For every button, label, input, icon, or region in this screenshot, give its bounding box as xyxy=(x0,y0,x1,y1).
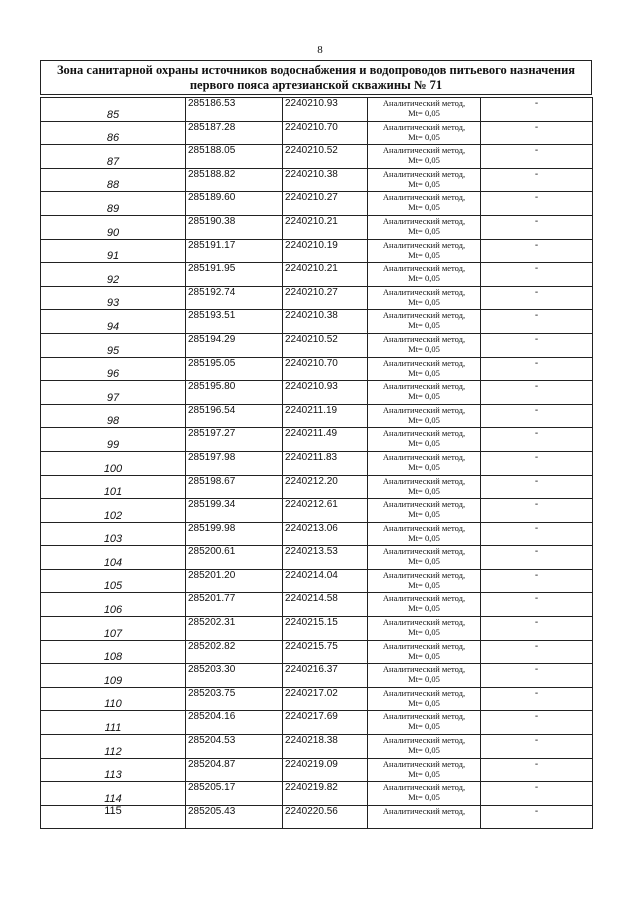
method-cell xyxy=(368,168,481,192)
accuracy-label: Mt= 0,05 xyxy=(408,768,440,779)
method-cell xyxy=(368,711,481,735)
table-row xyxy=(41,569,593,593)
description-cell: - xyxy=(481,168,593,192)
method-label: Аналитический метод, xyxy=(382,617,466,628)
accuracy-label: Mt= 0,05 xyxy=(408,178,440,189)
point-number-cell: 86 xyxy=(41,121,186,145)
y-coordinate-cell: 2240217.02 xyxy=(283,687,368,711)
table-row xyxy=(41,333,593,357)
table-row xyxy=(41,310,593,334)
y-coordinate-cell: 2240214.04 xyxy=(283,569,368,593)
table-row xyxy=(41,735,593,759)
y-coordinate-cell: 2240215.15 xyxy=(283,617,368,641)
y-coordinate-cell: 2240210.21 xyxy=(283,215,368,239)
method-cell xyxy=(368,145,481,169)
table-title-line-1: Зона санитарной охраны источников водоснабжения и водопроводов питьевого назначения xyxy=(56,63,576,77)
point-number-cell: 100 xyxy=(41,451,186,475)
method-cell xyxy=(368,569,481,593)
method-cell xyxy=(368,475,481,499)
accuracy-label: Mt= 0,05 xyxy=(408,532,440,543)
x-coordinate-cell: 285186.53 xyxy=(186,98,283,122)
method-label: Аналитический метод, xyxy=(382,310,466,321)
method-label: Аналитический метод, xyxy=(382,381,466,392)
point-number-cell: 101 xyxy=(41,475,186,499)
method-cell xyxy=(368,98,481,122)
x-coordinate-cell: 285198.67 xyxy=(186,475,283,499)
method-label: Аналитический метод, xyxy=(382,215,466,226)
point-number-cell: 96 xyxy=(41,357,186,381)
accuracy-label: Mt= 0,05 xyxy=(408,414,440,425)
accuracy-label: Mt= 0,05 xyxy=(408,343,440,354)
x-coordinate-cell: 285200.61 xyxy=(186,546,283,570)
accuracy-label: Mt= 0,05 xyxy=(408,249,440,260)
y-coordinate-cell: 2240211.19 xyxy=(283,404,368,428)
y-coordinate-cell: 2240213.06 xyxy=(283,522,368,546)
accuracy-label: Mt= 0,05 xyxy=(408,225,440,236)
x-coordinate-cell: 285203.75 xyxy=(186,687,283,711)
method-label: Аналитический метод, xyxy=(382,805,466,816)
y-coordinate-cell: 2240210.21 xyxy=(283,263,368,287)
y-coordinate-cell: 2240215.75 xyxy=(283,640,368,664)
x-coordinate-cell: 285196.54 xyxy=(186,404,283,428)
y-coordinate-cell: 2240210.93 xyxy=(283,98,368,122)
description-cell: - xyxy=(481,145,593,169)
x-coordinate-cell: 285202.31 xyxy=(186,617,283,641)
accuracy-label: Mt= 0,05 xyxy=(408,273,440,284)
y-coordinate-cell: 2240211.83 xyxy=(283,451,368,475)
description-cell: - xyxy=(481,758,593,782)
table-row xyxy=(41,286,593,310)
method-cell xyxy=(368,310,481,334)
x-coordinate-cell: 285195.80 xyxy=(186,381,283,405)
coordinates-table xyxy=(40,97,593,829)
method-cell xyxy=(368,499,481,523)
description-cell: - xyxy=(481,499,593,523)
y-coordinate-cell: 2240218.38 xyxy=(283,735,368,759)
y-coordinate-cell: 2240210.93 xyxy=(283,381,368,405)
y-coordinate-cell: 2240216.37 xyxy=(283,664,368,688)
accuracy-label: Mt= 0,05 xyxy=(408,108,440,118)
table-row xyxy=(41,428,593,452)
method-cell xyxy=(368,215,481,239)
method-cell xyxy=(368,451,481,475)
method-cell xyxy=(368,333,481,357)
table-row xyxy=(41,168,593,192)
description-cell: - xyxy=(481,239,593,263)
x-coordinate-cell: 285202.82 xyxy=(186,640,283,664)
x-coordinate-cell: 285201.77 xyxy=(186,593,283,617)
point-number-cell: 108 xyxy=(41,640,186,664)
table-row xyxy=(41,357,593,381)
table-row xyxy=(41,404,593,428)
x-coordinate-cell: 285204.87 xyxy=(186,758,283,782)
method-cell xyxy=(368,357,481,381)
point-number-cell: 94 xyxy=(41,310,186,334)
description-cell: - xyxy=(481,428,593,452)
accuracy-label: Mt= 0,05 xyxy=(408,391,440,402)
y-coordinate-cell: 2240213.53 xyxy=(283,546,368,570)
method-label: Аналитический метод, xyxy=(382,758,466,769)
method-label: Аналитический метод, xyxy=(382,451,466,462)
table-row xyxy=(41,664,593,688)
point-number-cell: 114 xyxy=(41,782,186,806)
point-number-cell: 102 xyxy=(41,499,186,523)
description-cell: - xyxy=(481,735,593,759)
table-row xyxy=(41,805,593,829)
method-label: Аналитический метод, xyxy=(382,664,466,675)
table-row xyxy=(41,711,593,735)
method-label: Аналитический метод, xyxy=(382,357,466,368)
accuracy-label: Mt= 0,05 xyxy=(408,556,440,567)
method-label: Аналитический метод, xyxy=(382,333,466,344)
accuracy-label: Mt= 0,05 xyxy=(408,320,440,331)
accuracy-label: Mt= 0,05 xyxy=(408,509,440,520)
table-row xyxy=(41,617,593,641)
point-number-cell: 97 xyxy=(41,381,186,405)
point-number-cell: 103 xyxy=(41,522,186,546)
method-cell xyxy=(368,664,481,688)
point-number-cell: 113 xyxy=(41,758,186,782)
accuracy-label: Mt= 0,05 xyxy=(408,674,440,685)
y-coordinate-cell: 2240210.27 xyxy=(283,192,368,216)
method-label: Аналитический метод, xyxy=(382,263,466,274)
method-label: Аналитический метод, xyxy=(382,735,466,746)
accuracy-label: Mt= 0,05 xyxy=(408,745,440,756)
method-label: Аналитический метод, xyxy=(382,192,466,203)
method-cell xyxy=(368,617,481,641)
x-coordinate-cell: 285199.34 xyxy=(186,499,283,523)
table-row xyxy=(41,758,593,782)
description-cell: - xyxy=(481,310,593,334)
table-row xyxy=(41,499,593,523)
y-coordinate-cell: 2240210.70 xyxy=(283,357,368,381)
table-row xyxy=(41,192,593,216)
y-coordinate-cell: 2240210.38 xyxy=(283,310,368,334)
point-number-cell: 93 xyxy=(41,286,186,310)
y-coordinate-cell: 2240212.20 xyxy=(283,475,368,499)
x-coordinate-cell: 285189.60 xyxy=(186,192,283,216)
point-number-cell: 112 xyxy=(41,735,186,759)
y-coordinate-cell: 2240210.52 xyxy=(283,333,368,357)
description-cell: - xyxy=(481,711,593,735)
description-cell: - xyxy=(481,357,593,381)
x-coordinate-cell: 285188.05 xyxy=(186,145,283,169)
accuracy-label: Mt= 0,05 xyxy=(408,650,440,661)
method-label: Аналитический метод, xyxy=(382,475,466,486)
accuracy-label: Mt= 0,05 xyxy=(408,721,440,732)
x-coordinate-cell: 285193.51 xyxy=(186,310,283,334)
x-coordinate-cell: 285204.16 xyxy=(186,711,283,735)
x-coordinate-cell: 285205.17 xyxy=(186,782,283,806)
x-coordinate-cell: 285187.28 xyxy=(186,121,283,145)
x-coordinate-cell: 285199.98 xyxy=(186,522,283,546)
accuracy-label: Mt= 0,05 xyxy=(408,579,440,590)
method-cell xyxy=(368,286,481,310)
description-cell: - xyxy=(481,215,593,239)
method-cell xyxy=(368,263,481,287)
method-label: Аналитический метод, xyxy=(382,499,466,510)
description-cell: - xyxy=(481,687,593,711)
method-cell xyxy=(368,735,481,759)
table-row xyxy=(41,145,593,169)
y-coordinate-cell: 2240210.27 xyxy=(283,286,368,310)
y-coordinate-cell: 2240210.52 xyxy=(283,145,368,169)
y-coordinate-cell: 2240217.69 xyxy=(283,711,368,735)
accuracy-label: Mt= 0,05 xyxy=(408,627,440,638)
method-label: Аналитический метод, xyxy=(382,522,466,533)
y-coordinate-cell: 2240212.61 xyxy=(283,499,368,523)
table-row xyxy=(41,98,593,122)
y-coordinate-cell: 2240214.58 xyxy=(283,593,368,617)
method-cell xyxy=(368,192,481,216)
method-cell xyxy=(368,782,481,806)
point-number-cell: 105 xyxy=(41,569,186,593)
description-cell: - xyxy=(481,522,593,546)
method-label: Аналитический метод, xyxy=(382,428,466,439)
description-cell: - xyxy=(481,546,593,570)
point-number-cell: 90 xyxy=(41,215,186,239)
point-number-cell: 88 xyxy=(41,168,186,192)
point-number-cell: 87 xyxy=(41,145,186,169)
table-row xyxy=(41,381,593,405)
description-cell: - xyxy=(481,475,593,499)
method-label: Аналитический метод, xyxy=(382,286,466,297)
table-title-line-2: первого пояса артезианской скважины № 71 xyxy=(189,78,443,92)
method-label: Аналитический метод, xyxy=(382,711,466,722)
description-cell: - xyxy=(481,263,593,287)
x-coordinate-cell: 285204.53 xyxy=(186,735,283,759)
coordinates-table-body xyxy=(41,98,593,829)
point-number-cell: 89 xyxy=(41,192,186,216)
y-coordinate-cell: 2240210.70 xyxy=(283,121,368,145)
x-coordinate-cell: 285188.82 xyxy=(186,168,283,192)
method-label: Аналитический метод, xyxy=(382,168,466,179)
accuracy-label: Mt= 0,05 xyxy=(408,697,440,708)
y-coordinate-cell: 2240220.56 xyxy=(283,805,368,829)
description-cell: - xyxy=(481,617,593,641)
point-number-cell: 106 xyxy=(41,593,186,617)
method-cell xyxy=(368,428,481,452)
accuracy-label: Mt= 0,05 xyxy=(408,202,440,213)
description-cell: - xyxy=(481,664,593,688)
table-row xyxy=(41,782,593,806)
page-number: 8 xyxy=(317,44,323,56)
accuracy-label: Mt= 0,05 xyxy=(408,603,440,614)
method-label: Аналитический метод, xyxy=(382,404,466,415)
accuracy-label: Mt= 0,05 xyxy=(408,367,440,378)
method-cell xyxy=(368,687,481,711)
point-number-cell: 111 xyxy=(41,711,186,735)
table-row xyxy=(41,215,593,239)
table-row xyxy=(41,687,593,711)
accuracy-label: Mt= 0,05 xyxy=(408,438,440,449)
y-coordinate-cell: 2240219.09 xyxy=(283,758,368,782)
method-label: Аналитический метод, xyxy=(382,546,466,557)
table-row xyxy=(41,451,593,475)
table-row xyxy=(41,640,593,664)
y-coordinate-cell: 2240219.82 xyxy=(283,782,368,806)
x-coordinate-cell: 285190.38 xyxy=(186,215,283,239)
description-cell: - xyxy=(481,451,593,475)
x-coordinate-cell: 285195.05 xyxy=(186,357,283,381)
x-coordinate-cell: 285197.27 xyxy=(186,428,283,452)
table-row xyxy=(41,522,593,546)
accuracy-label: Mt= 0,05 xyxy=(408,296,440,307)
accuracy-label: Mt= 0,05 xyxy=(408,131,440,142)
accuracy-label: Mt= 0,05 xyxy=(408,485,440,496)
method-cell xyxy=(368,546,481,570)
x-coordinate-cell: 285205.43 xyxy=(186,805,283,829)
point-number-cell: 110 xyxy=(41,687,186,711)
point-number-cell: 85 xyxy=(41,98,186,122)
method-cell xyxy=(368,758,481,782)
point-number-cell: 104 xyxy=(41,546,186,570)
accuracy-label: Mt= 0,05 xyxy=(408,155,440,166)
table-row xyxy=(41,121,593,145)
method-label: Аналитический метод, xyxy=(382,782,466,793)
method-label: Аналитический метод, xyxy=(382,569,466,580)
method-label: Аналитический метод, xyxy=(382,640,466,651)
description-cell: - xyxy=(481,640,593,664)
table-title xyxy=(40,60,592,95)
x-coordinate-cell: 285203.30 xyxy=(186,664,283,688)
method-label: Аналитический метод, xyxy=(382,121,466,132)
method-cell xyxy=(368,121,481,145)
x-coordinate-cell: 285194.29 xyxy=(186,333,283,357)
x-coordinate-cell: 285191.95 xyxy=(186,263,283,287)
description-cell: - xyxy=(481,333,593,357)
description-cell: - xyxy=(481,286,593,310)
description-cell: - xyxy=(481,381,593,405)
x-coordinate-cell: 285192.74 xyxy=(186,286,283,310)
point-number-cell: 95 xyxy=(41,333,186,357)
point-number-cell: 107 xyxy=(41,617,186,641)
point-number-cell: 98 xyxy=(41,404,186,428)
method-cell xyxy=(368,640,481,664)
table-row xyxy=(41,475,593,499)
point-number-cell: 115 xyxy=(41,805,186,829)
table-row xyxy=(41,263,593,287)
description-cell: - xyxy=(481,805,593,829)
x-coordinate-cell: 285197.98 xyxy=(186,451,283,475)
point-number-cell: 92 xyxy=(41,263,186,287)
y-coordinate-cell: 2240210.38 xyxy=(283,168,368,192)
point-number-cell: 91 xyxy=(41,239,186,263)
description-cell: - xyxy=(481,569,593,593)
method-label: Аналитический метод, xyxy=(382,145,466,156)
table-row xyxy=(41,546,593,570)
y-coordinate-cell: 2240210.19 xyxy=(283,239,368,263)
description-cell: - xyxy=(481,593,593,617)
x-coordinate-cell: 285201.20 xyxy=(186,569,283,593)
accuracy-label: Mt= 0,05 xyxy=(408,461,440,472)
method-cell xyxy=(368,805,481,829)
method-label: Аналитический метод, xyxy=(382,687,466,698)
point-number-cell: 109 xyxy=(41,664,186,688)
y-coordinate-cell: 2240211.49 xyxy=(283,428,368,452)
method-cell xyxy=(368,404,481,428)
method-label: Аналитический метод, xyxy=(382,593,466,604)
method-label: Аналитический метод, xyxy=(382,239,466,250)
description-cell: - xyxy=(481,404,593,428)
description-cell: - xyxy=(481,192,593,216)
description-cell: - xyxy=(481,782,593,806)
table-row xyxy=(41,593,593,617)
point-number-cell: 99 xyxy=(41,428,186,452)
table-row xyxy=(41,239,593,263)
description-cell: - xyxy=(481,121,593,145)
method-cell xyxy=(368,239,481,263)
method-cell xyxy=(368,381,481,405)
method-label: Аналитический метод, xyxy=(382,98,466,108)
method-cell xyxy=(368,522,481,546)
accuracy-label: Mt= 0,05 xyxy=(408,792,440,803)
x-coordinate-cell: 285191.17 xyxy=(186,239,283,263)
method-cell xyxy=(368,593,481,617)
description-cell: - xyxy=(481,98,593,122)
